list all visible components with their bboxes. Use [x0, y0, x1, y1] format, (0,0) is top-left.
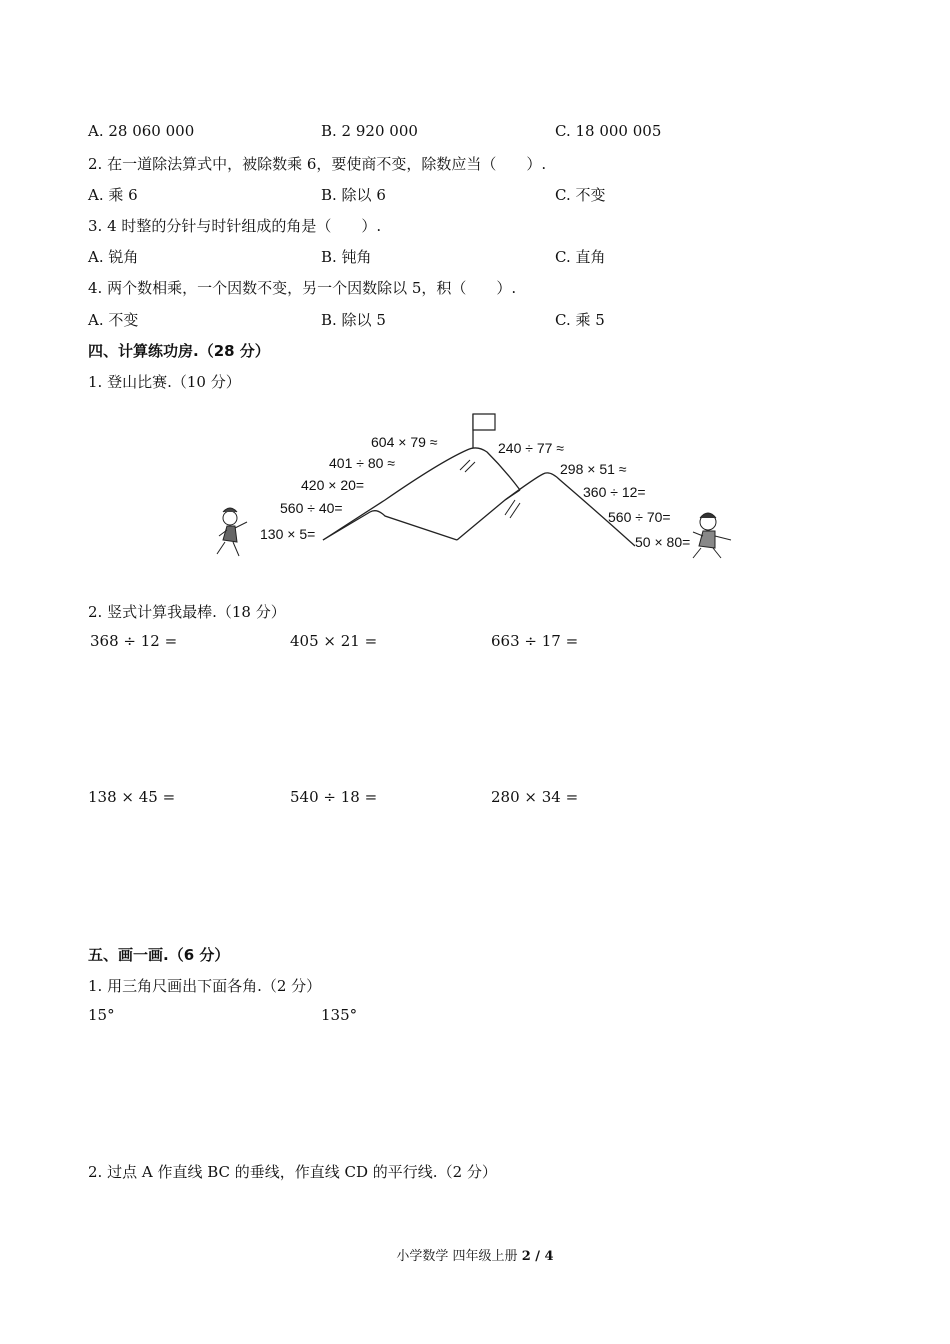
- q4-option-a: A. 不变: [88, 311, 139, 329]
- page-footer: [0, 1245, 950, 1264]
- angle-135: 135°: [321, 1006, 358, 1024]
- calc-problem-4: 138 × 45 =: [88, 788, 176, 806]
- q3-option-b: B. 钝角: [321, 248, 372, 266]
- girl-runner-icon: [217, 508, 247, 556]
- q2-option-a: A. 乘 6: [88, 186, 138, 204]
- mountain-left-expr-2: 401 ÷ 80 ≈: [329, 455, 395, 471]
- q3-text: 3. 4 时整的分针与时针组成的角是（ ）.: [88, 217, 382, 235]
- section5-sub2: 2. 过点 A 作直线 BC 的垂线，作直线 CD 的平行线.（2 分）: [88, 1163, 497, 1181]
- q2-option-c: C. 不变: [555, 186, 606, 204]
- q1-option-a: A. 28 060 000: [88, 122, 195, 140]
- q4-text: 4. 两个数相乘，一个因数不变，另一个因数除以 5，积（ ）.: [88, 279, 517, 297]
- section5-sub1: 1. 用三角尺画出下面各角.（2 分）: [88, 977, 322, 995]
- q3-option-c: C. 直角: [555, 248, 606, 266]
- q1-option-c: C. 18 000 005: [555, 122, 662, 140]
- calc-problem-3: 663 ÷ 17 =: [491, 632, 579, 650]
- mountain-left-expr-4: 560 ÷ 40=: [280, 500, 343, 516]
- q3-option-a: A. 锐角: [88, 248, 139, 266]
- calc-problem-5: 540 ÷ 18 =: [290, 788, 378, 806]
- angle-15: 15°: [88, 1006, 115, 1024]
- flag-icon: [473, 414, 495, 430]
- mountain-left-expr-1: 604 × 79 ≈: [371, 434, 438, 450]
- mountain-left-expr-3: 420 × 20=: [301, 477, 365, 493]
- footer-text: 小学数学 四年级上册: [396, 1249, 522, 1264]
- q2-option-b: B. 除以 6: [321, 186, 386, 204]
- q2-text: 2. 在一道除法算式中，被除数乘 6，要使商不变，除数应当（ ）.: [88, 155, 547, 173]
- calc-problem-2: 405 × 21 =: [290, 632, 378, 650]
- q4-option-b: B. 除以 5: [321, 311, 386, 329]
- mountain-right-expr-3: 360 ÷ 12=: [583, 484, 646, 500]
- mountain-left-expr-5: 130 × 5=: [260, 526, 316, 542]
- mountain-right-expr-5: 50 × 80=: [635, 534, 691, 550]
- calc-problem-1: 368 ÷ 12 =: [90, 632, 178, 650]
- page-number: 2 / 4: [521, 1249, 554, 1264]
- section4-title: 四、计算练功房.（28 分）: [88, 342, 270, 360]
- mountain-right-expr-4: 560 ÷ 70=: [608, 509, 671, 525]
- boy-runner-icon: [693, 513, 731, 558]
- mountain-right-expr-2: 298 × 51 ≈: [560, 461, 627, 477]
- calc-problem-6: 280 × 34 =: [491, 788, 579, 806]
- q4-option-c: C. 乘 5: [555, 311, 605, 329]
- section4-sub1: 1. 登山比赛.（10 分）: [88, 373, 241, 391]
- mountain-right-expr-1: 240 ÷ 77 ≈: [498, 440, 564, 456]
- mountain-climbing-figure: [205, 400, 750, 585]
- section5-title: 五、画一画.（6 分）: [88, 946, 230, 964]
- q1-option-b: B. 2 920 000: [321, 122, 418, 140]
- section4-sub2: 2. 竖式计算我最棒.（18 分）: [88, 603, 286, 621]
